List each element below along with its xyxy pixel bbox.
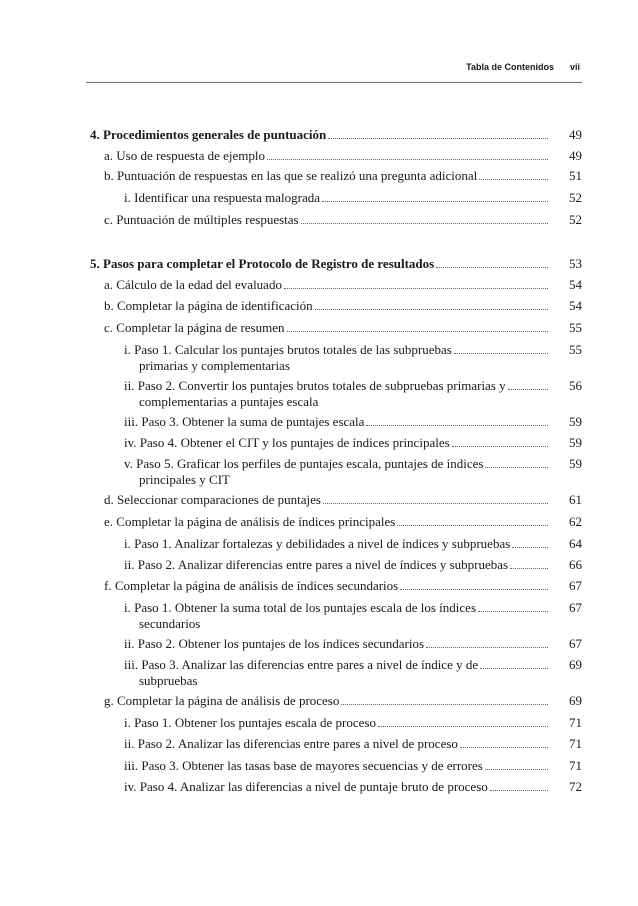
toc-entry[interactable]	[124, 456, 582, 471]
toc-entry[interactable]	[124, 758, 582, 773]
toc-entry-page: 62	[569, 514, 582, 529]
toc-entry-page: 71	[569, 736, 582, 751]
toc-entry-title: c. Puntuación de múltiples respuestas	[104, 212, 299, 227]
dot-leader	[436, 267, 548, 268]
toc-entry[interactable]	[124, 657, 582, 672]
dot-leader	[287, 331, 549, 332]
dot-leader	[323, 503, 548, 504]
toc-entry-title: a. Cálculo de la edad del evaluado	[104, 277, 282, 292]
dot-leader	[512, 547, 548, 548]
toc-entry-page: 51	[569, 168, 582, 183]
dot-leader	[341, 704, 548, 705]
toc-entry[interactable]	[124, 600, 582, 615]
toc-entry-title: b. Completar la página de identificación	[104, 298, 313, 313]
toc-entry[interactable]	[104, 298, 582, 313]
dot-leader	[460, 747, 548, 748]
toc-entry-title: d. Seleccionar comparaciones de puntajes	[104, 492, 321, 507]
dot-leader	[301, 223, 548, 224]
toc-entry-page: 64	[569, 536, 582, 551]
toc-entry[interactable]	[124, 557, 582, 572]
toc-entry-page: 59	[569, 456, 582, 471]
dot-leader	[452, 446, 548, 447]
toc-entry-title: i. Paso 1. Calcular los puntajes brutos totales de las subpruebas	[124, 342, 452, 357]
dot-leader	[400, 589, 548, 590]
running-header-title: Tabla de Contenidos	[466, 62, 554, 72]
toc-entry-title: v. Paso 5. Graficar los perfiles de puntajes escala, puntajes de índices	[124, 456, 484, 471]
dot-leader	[267, 159, 548, 160]
toc-entry[interactable]	[104, 693, 582, 708]
toc-entry-title: b. Puntuación de respuestas en las que se realizó una pregunta adicional	[104, 168, 478, 183]
dot-leader	[508, 389, 548, 390]
toc-entry-page: 69	[569, 657, 582, 672]
toc-entry-title: a. Uso de respuesta de ejemplo	[104, 148, 266, 163]
toc-entry-title: iii. Paso 3. Analizar las diferencias entre pares a nivel de índice y de	[124, 657, 479, 672]
dot-leader	[322, 201, 548, 202]
toc-entry[interactable]	[124, 736, 582, 751]
toc-entry-title: f. Completar la página de análisis de índices secundarios	[104, 578, 399, 593]
toc-entry-title: g. Completar la página de análisis de proceso	[104, 693, 340, 708]
toc-entry-page: 49	[569, 127, 582, 142]
toc-entry[interactable]	[104, 148, 582, 163]
toc-entry-title: ii. Paso 2. Obtener los puntajes de los índices secundarios	[124, 636, 425, 651]
toc-entry-title: ii. Paso 2. Analizar las diferencias entre pares a nivel de proceso	[124, 736, 458, 751]
running-header	[86, 60, 582, 83]
dot-leader	[397, 525, 548, 526]
toc-entry-page: 66	[569, 557, 582, 572]
toc-entry[interactable]	[124, 715, 582, 730]
toc-entry[interactable]	[124, 190, 582, 205]
toc-entry[interactable]	[104, 277, 582, 292]
toc-entry-page: 55	[569, 342, 582, 357]
toc-entry-page: 59	[569, 435, 582, 450]
toc-entry-title: i. Paso 1. Obtener los puntajes escala de proceso	[124, 715, 376, 730]
toc-entry-title: ii. Paso 2. Convertir los puntajes brutos totales de subpruebas primarias y	[124, 378, 506, 393]
dot-leader	[490, 790, 548, 791]
toc-entry[interactable]	[90, 256, 582, 271]
toc-entry[interactable]	[104, 212, 582, 227]
toc-entry-title: e. Completar la página de análisis de índices principales	[104, 514, 396, 529]
dot-leader	[426, 647, 548, 648]
toc-entry-title: iii. Paso 3. Obtener la suma de puntajes escala	[124, 414, 365, 429]
toc-entry-continuation: principales y CIT	[139, 472, 230, 487]
toc-entry-page: 72	[569, 779, 582, 794]
toc-entry-page: 71	[569, 758, 582, 773]
toc-entry-continuation: primarias y complementarias	[139, 358, 290, 373]
toc-entry[interactable]	[104, 492, 582, 507]
toc-entry-page: 69	[569, 693, 582, 708]
toc-entry-title: iii. Paso 3. Obtener las tasas base de mayores secuencias y de errores	[124, 758, 483, 773]
toc-entry[interactable]	[124, 435, 582, 450]
toc-entry-page: 67	[569, 636, 582, 651]
toc-entry[interactable]	[104, 320, 582, 335]
toc-entry-title: i. Identificar una respuesta malograda	[124, 190, 320, 205]
toc-entry-title: 4. Procedimientos generales de puntuación	[90, 127, 327, 142]
dot-leader	[510, 568, 548, 569]
dot-leader	[478, 611, 548, 612]
toc-entry-title: c. Completar la página de resumen	[104, 320, 285, 335]
toc-entry-title: i. Paso 1. Obtener la suma total de los puntajes escala de los índices	[124, 600, 476, 615]
toc-entry-page: 54	[569, 298, 582, 313]
toc-entry[interactable]	[124, 779, 582, 794]
toc-entry[interactable]	[104, 514, 582, 529]
toc-entry-page: 52	[569, 190, 582, 205]
toc-entry-page: 52	[569, 212, 582, 227]
toc-entry-page: 67	[569, 600, 582, 615]
toc-entry-title: iv. Paso 4. Obtener el CIT y los puntajes de índices principales	[124, 435, 450, 450]
dot-leader	[328, 138, 548, 139]
toc-entry-title: 5. Pasos para completar el Protocolo de Registro de resultados	[90, 256, 435, 271]
toc-entry-title: i. Paso 1. Analizar fortalezas y debilidades a nivel de índices y subpruebas	[124, 536, 511, 551]
toc-entry-continuation: subpruebas	[139, 673, 198, 688]
toc-entry[interactable]	[124, 342, 582, 357]
toc-entry-page: 67	[569, 578, 582, 593]
toc-entry[interactable]	[124, 536, 582, 551]
toc-entry[interactable]	[124, 378, 582, 393]
dot-leader	[366, 425, 548, 426]
dot-leader	[454, 353, 548, 354]
toc-entry-page: 53	[569, 256, 582, 271]
dot-leader	[485, 769, 548, 770]
dot-leader	[284, 288, 548, 289]
dot-leader	[315, 309, 548, 310]
toc-entry-title: iv. Paso 4. Analizar las diferencias a nivel de puntaje bruto de proceso	[124, 779, 488, 794]
dot-leader	[480, 668, 548, 669]
toc-entry-page: 56	[569, 378, 582, 393]
page-number: vii	[569, 62, 580, 72]
toc-entry[interactable]	[104, 578, 582, 593]
toc-entry-page: 59	[569, 414, 582, 429]
toc-entry[interactable]	[124, 636, 582, 651]
toc-entry-continuation: complementarias a puntajes escala	[139, 394, 319, 409]
toc-entry-title: ii. Paso 2. Analizar diferencias entre pares a nivel de índices y subpruebas	[124, 557, 509, 572]
toc-entry[interactable]	[104, 168, 582, 183]
toc-entry-page: 61	[569, 492, 582, 507]
toc-entry-page: 49	[569, 148, 582, 163]
toc-entry-page: 55	[569, 320, 582, 335]
toc-entry-continuation: secundarios	[139, 616, 201, 631]
toc-entry[interactable]	[124, 414, 582, 429]
toc-entry[interactable]	[90, 127, 582, 142]
toc-entry-page: 54	[569, 277, 582, 292]
dot-leader	[485, 467, 548, 468]
dot-leader	[479, 179, 548, 180]
dot-leader	[378, 726, 548, 727]
toc-entry-page: 71	[569, 715, 582, 730]
